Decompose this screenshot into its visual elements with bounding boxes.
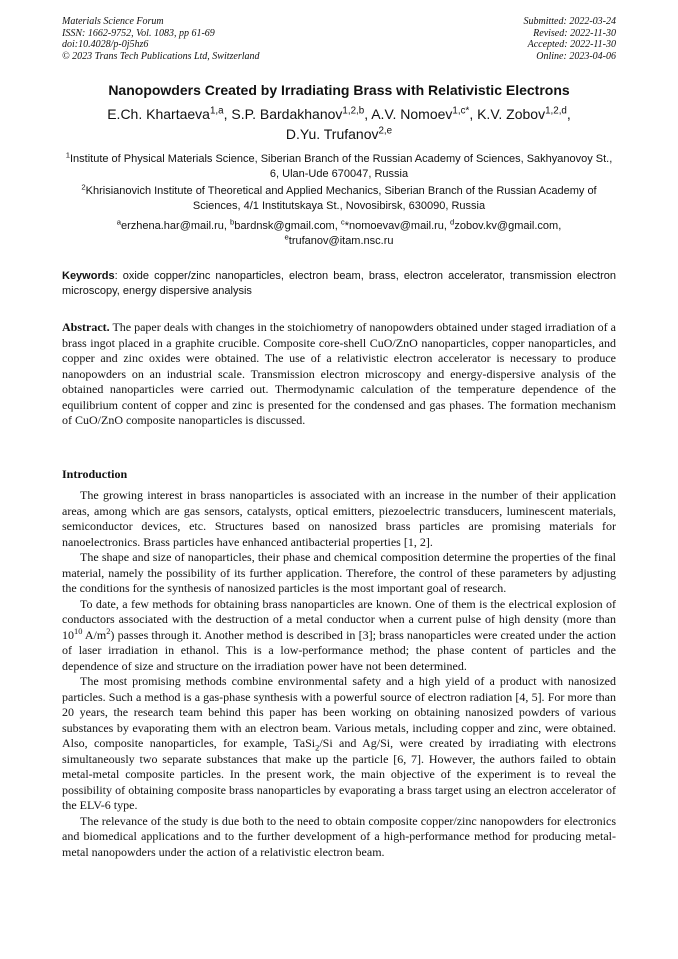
paragraph: The most promising methods combine environmental safety and a high yield of a product with nanosized particles. Such a method is a gas-phase synthesis with a powerful source of electron radiation [4, 5]. For more than 20 years, the research team behind this paper has been working on obtaining nanosized powders of various substances by evaporating them with an electron beam. Various metals, including copper and zinc, were obtained. Also, composite nanoparticles, for example, TaSi$_2$/Si and Ag/Si, were created by irradiating with electrons simultaneously two separate substances that make up the particle [6, 7]. However, the authors failed to obtain metal-metal composite particles. In the present work, the main objective of the experiment is to reveal the possibility of obtaining composite brass nanoparticles by evaporating a brass target using an electron accelerator of the ELV-6 type. [62,674,616,812]
online-date: Online: 2023-04-06 [536,50,616,62]
author: K.V. Zobov$^{1,2,d}$, [477,105,571,122]
email: $^b$bardnsk@gmail.com, [230,217,341,232]
journal-header-left [62,16,260,62]
journal-header-right [524,16,617,62]
keywords-text: : oxide copper/zinc nanoparticles, electron beam, brass, electron accelerator, transmission electron microscopy, energy dispersive analysis [62,270,616,297]
paragraph: The shape and size of nanoparticles, their phase and chemical composition determine the properties of the final material, namely the possibility of its further application. Therefore, the control of these parameters by adjusting the conditions for the synthesis of nanosized particles is the most important goal of research. [62,550,616,595]
email-list [60,219,618,249]
email: $^d$zobov.kv@gmail.com, [450,217,562,232]
email: $^c$*nomoevav@mail.ru, [340,217,451,232]
paragraph: To date, a few methods for obtaining brass nanoparticles are known. One of them is the electrical explosion of conductors associated with the destruction of a metal conductor when a current pulse of high density (more than $10^{10}$ $A/m^2$) passes through it. Another method is described in [3]; brass nanoparticles were created under the action of laser irradiation in ethanol. This is a low-performance method; the phase content of particles and the dependence of size and structure on the irradiation power have not been determined. [62,596,616,673]
journal-name: Materials Science Forum [62,16,164,27]
keywords [62,269,616,299]
affiliation-2: $^2$Khrisianovich Institute of Theoretical and Applied Mechanics, Siberian Branch of the Russian Academy of Sciences, 4/1 Institutskaya St., Novosibirsk, 630090, Russia [81,182,597,212]
author: E.Ch. Khartaeva$^{1,a}$, [107,105,232,122]
abstract-text: The paper deals with changes in the stoichiometry of nanopowders obtained under staged irradiation of a brass ingot placed in a graphite crucible. Composite core-shell CuO/ZnO nanoparticles, copper nanoparticles, and copper and zinc oxides were obtained. The use of a relativistic electron accelerator is necessary to produce nanopowders on an industrial scale. Transmission electron microscopy and energy-dispersive analysis of the obtained nanoparticles were carried out. Thermodynamic calculation of the temperature dependence of the equilibrium content of copper and zinc is presented for the condensed and gas phases. The formation mechanism of CuO/ZnO composite nanoparticles is discussed. [62,320,616,427]
abstract [62,320,616,429]
paper-title: Nanopowders Created by Irradiating Brass with Relativistic Electrons [108,82,570,98]
email: $^e$trufanov@itam.nsc.ru [284,232,394,247]
keywords-label: Keywords [62,270,115,282]
paragraph: The growing interest in brass nanoparticles is associated with an increase in the number of their application areas, among which are gas sensors, catalysts, optical emitters, piezoelectric transducers, luminescent materials, semiconductor devices, etc. Structures based on nanosized brass particles are promising materials for nanoelectronics. Brass particles have enhanced antibacterial properties [1, 2]. [62,488,616,549]
accepted-date: Accepted: 2022-11-30 [527,39,616,51]
author: D.Yu. Trufanov$^{2,e}$ [285,125,393,142]
email: $^a$erzhena.har@mail.ru, [116,217,231,232]
abstract-label: Abstract. [62,320,110,334]
journal-doi: doi:10.4028/p-0j5hz6 [62,39,149,51]
journal-issn: ISSN: 1662-9752, Vol. 1083, pp 61-69 [62,27,215,39]
affiliation-1: $^1$Institute of Physical Materials Science, Siberian Branch of the Russian Academy of Sciences, Sakhyanovoy St., 6, Ulan-Ude 670047, Russia [65,150,613,180]
author-list [50,104,628,144]
submitted-date: Submitted: 2022-03-24 [523,16,616,27]
section-heading-introduction: Introduction [62,467,128,481]
author: A.V. Nomoev$^{1,c*}$, [371,105,478,122]
author: S.P. Bardakhanov$^{1,2,b}$, [231,105,372,122]
paragraph: The relevance of the study is due both to the need to obtain composite copper/zinc nanopowders for electronics and biomedical applications and to the further development of a high-performance method for producing metal-metal nanopowders under the action of a relativistic electron beam. [62,813,616,859]
revised-date: Revised: 2022-11-30 [533,27,616,39]
journal-copyright: © 2023 Trans Tech Publications Ltd, Switzerland [62,50,260,62]
introduction-body [62,488,616,860]
